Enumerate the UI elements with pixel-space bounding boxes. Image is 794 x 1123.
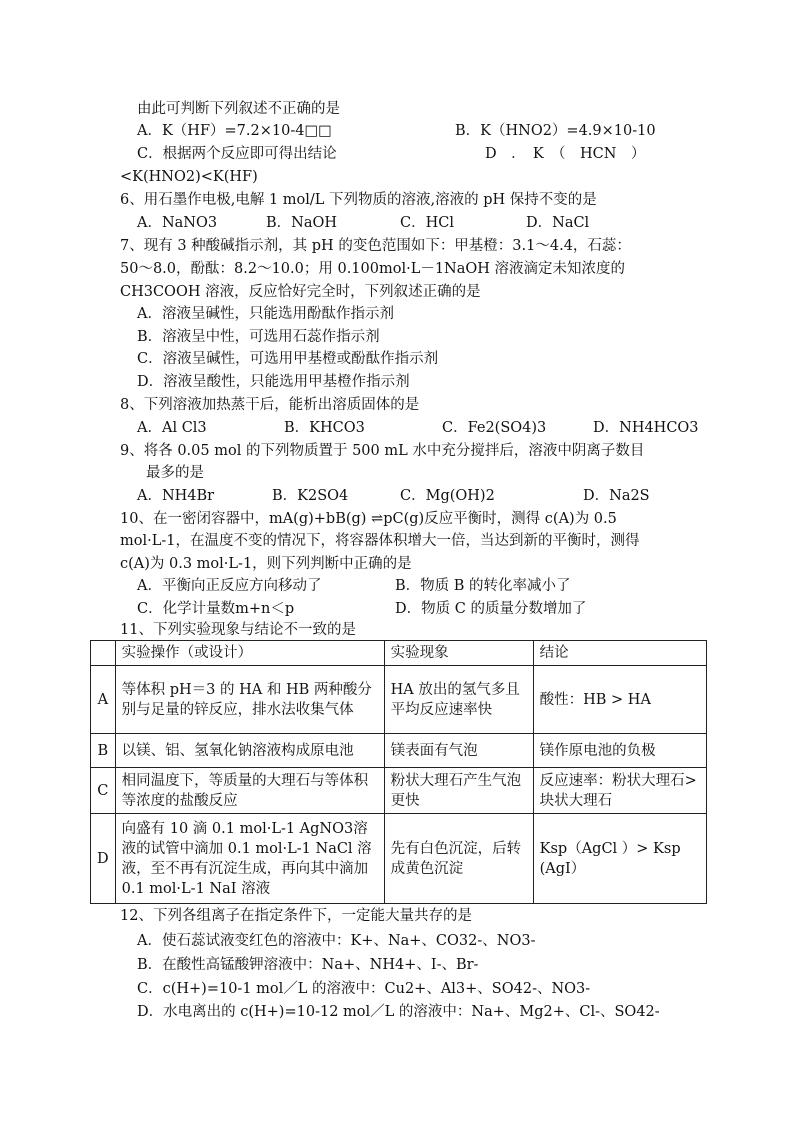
row-conclusion: 反应速率：粉状大理石>块状大理石 <box>533 768 706 814</box>
q10-line-3: c(A)为 0.3 mol·L-1，则下列判断中正确的是 <box>120 556 412 572</box>
intro-option-d: D ． K （ HCN ） <box>485 146 646 162</box>
q11-stem: 11、下列实验现象与结论不一致的是 <box>120 622 356 638</box>
row-conclusion: 酸性：HB > HA <box>533 666 706 734</box>
q9-option-c: C．Mg(OH)2 <box>400 488 495 504</box>
q6-option-b: B．NaOH <box>266 215 338 231</box>
row-conclusion: 镁作原电池的负极 <box>533 734 706 768</box>
q12-option-d: D．水电离出的 c(H+)=10-12 mol／L 的溶液中：Na+、Mg2+、Cl-、SO42- <box>137 1004 660 1020</box>
q11-experiment-table <box>90 640 707 904</box>
q12-option-a: A．使石蕊试液变红色的溶液中：K+、Na+、CO32-、NO3- <box>137 933 536 949</box>
table-header-phenomenon: 实验现象 <box>384 641 533 666</box>
table-header-row <box>91 641 707 666</box>
row-operation: 等体积 pH＝3 的 HA 和 HB 两种酸分别与足量的锌反应，排水法收集气体 <box>115 666 384 734</box>
q6-option-c: C．HCl <box>400 215 454 231</box>
q7-option-d: D．溶液呈酸性，只能选用甲基橙作指示剂 <box>137 374 410 390</box>
q7-line-1: 7、现有 3 种酸碱指示剂，其 pH 的变色范围如下：甲基橙：3.1～4.4，石蕊： <box>120 238 631 254</box>
table-row <box>91 734 707 768</box>
q6-option-d: D．NaCl <box>526 215 590 231</box>
q10-line-1: 10、在一密闭容器中，mA(g)+bB(g) ⇌pC(g)反应平衡时，测得 c(A)为 0.5 <box>120 511 617 527</box>
row-label: B <box>91 734 116 768</box>
intro-option-d-tail: <K(HNO2)<K(HF) <box>120 169 258 185</box>
intro-option-b: B．K（HNO2）=4.9×10-10 <box>455 123 656 139</box>
q10-option-c: C．化学计量数m+n＜p <box>137 601 295 617</box>
row-label: D <box>91 814 116 904</box>
q6-stem: 6、用石墨作电极,电解 1 mol/L 下列物质的溶液,溶液的 pH 保持不变的是 <box>120 192 597 208</box>
table-row <box>91 768 707 814</box>
q10-option-b: B．物质 B 的转化率减小了 <box>395 578 571 594</box>
q7-option-c: C．溶液呈碱性，可选用甲基橙或酚酞作指示剂 <box>137 351 439 367</box>
row-phenomenon: HA 放出的氢气多且平均反应速率快 <box>384 666 533 734</box>
row-operation: 相同温度下，等质量的大理石与等体积等浓度的盐酸反应 <box>115 768 384 814</box>
q7-option-b: B．溶液呈中性，可选用石蕊作指示剂 <box>137 329 380 345</box>
q8-stem: 8、下列溶液加热蒸干后，能析出溶质固体的是 <box>120 397 420 413</box>
q10-option-a: A．平衡向正反应方向移动了 <box>137 578 322 594</box>
q8-option-b: B．KHCO3 <box>284 420 365 436</box>
q9-option-b: B．K2SO4 <box>272 488 349 504</box>
row-operation: 以镁、铝、氢氧化钠溶液构成原电池 <box>115 734 384 768</box>
q9-line-1: 9、将各 0.05 mol 的下列物质置于 500 mL 水中充分搅拌后，溶液中阴离子数目 <box>120 443 645 459</box>
table-header-corner <box>91 641 116 666</box>
q10-line-2: mol·L-1，在温度不变的情况下，将容器体积增大一倍，当达到新的平衡时，测得 <box>120 533 640 549</box>
table-header-operation: 实验操作（或设计） <box>115 641 384 666</box>
q9-option-a: A．NH4Br <box>137 488 215 504</box>
row-label: C <box>91 768 116 814</box>
q7-line-2: 50～8.0，酚酞：8.2～10.0；用 0.100mol·L－1NaOH 溶液滴定未知浓度的 <box>120 261 626 277</box>
q8-option-d: D．NH4HCO3 <box>593 420 699 436</box>
q7-line-3: CH3COOH 溶液，反应恰好完全时，下列叙述正确的是 <box>120 284 481 300</box>
q8-option-c: C．Fe2(SO4)3 <box>442 420 547 436</box>
row-phenomenon: 先有白色沉淀，后转成黄色沉淀 <box>384 814 533 904</box>
q12-option-b: B．在酸性高锰酸钾溶液中：Na+、NH4+、I-、Br- <box>137 957 479 973</box>
table-row <box>91 814 707 904</box>
table-row <box>91 666 707 734</box>
table-header-conclusion: 结论 <box>533 641 706 666</box>
q12-option-c: C．c(H+)=10-1 mol／L 的溶液中：Cu2+、Al3+、SO42-、NO3- <box>137 981 591 997</box>
row-phenomenon: 镁表面有气泡 <box>384 734 533 768</box>
row-phenomenon: 粉状大理石产生气泡更快 <box>384 768 533 814</box>
q9-line-2: 最多的是 <box>146 465 204 481</box>
q10-option-d: D．物质 C 的质量分数增加了 <box>395 601 587 617</box>
q8-option-a: A．Al Cl3 <box>137 420 207 436</box>
q7-option-a: A．溶液呈碱性，只能选用酚酞作指示剂 <box>137 306 394 322</box>
intro-option-a: A．K（HF）=7.2×10-4□□ <box>137 123 332 139</box>
row-operation: 向盛有 10 滴 0.1 mol·L-1 AgNO3溶液的试管中滴加 0.1 mol·L-1 NaCl 溶液，至不再有沉淀生成，再向其中滴加 0.1 mol·L-1 NaI 溶液 <box>115 814 384 904</box>
row-conclusion: Ksp（AgCl ）> Ksp (AgI） <box>533 814 706 904</box>
intro-option-c: C．根据两个反应即可得出结论 <box>137 146 337 162</box>
q12-stem: 12、下列各组离子在指定条件下，一定能大量共存的是 <box>120 908 472 924</box>
row-label: A <box>91 666 116 734</box>
intro-stem: 由此可判断下列叙述不正确的是 <box>137 101 340 117</box>
q9-option-d: D．Na2S <box>583 488 650 504</box>
q6-option-a: A．NaNO3 <box>137 215 218 231</box>
